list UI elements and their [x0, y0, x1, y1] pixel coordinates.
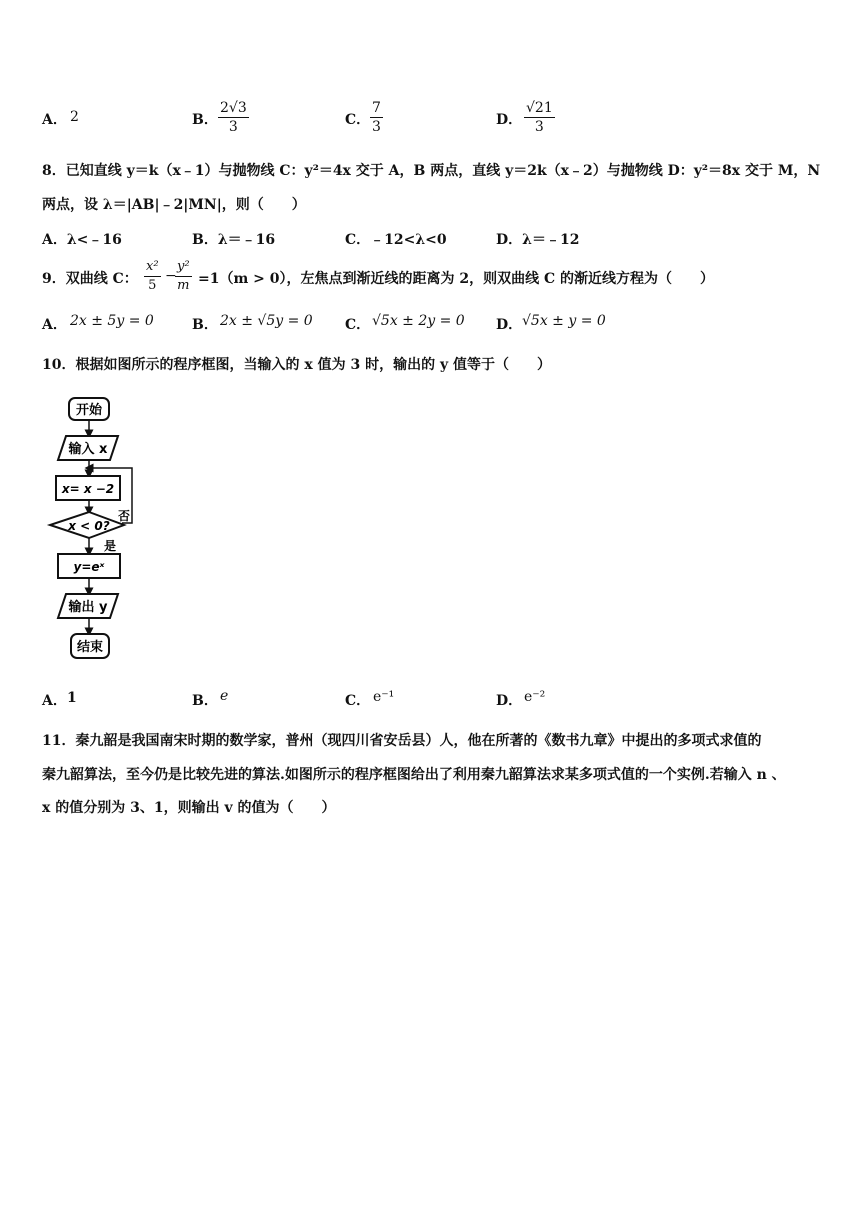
q7-option-d-denominator: 3: [534, 119, 544, 135]
q9-option-c: √5x ± 2y = 0: [372, 313, 465, 329]
q10-option-c: e⁻¹: [373, 689, 395, 705]
q7-option-d-fraction: [524, 99, 555, 136]
flow-input-text: 输入 x: [68, 442, 108, 457]
flow-assign-text: x= x −2: [61, 482, 115, 496]
q8-stem-line-2: 两点，设 λ＝|AB|﹣2|MN|，则（ ）: [42, 197, 306, 213]
q7-option-d-numerator: √21: [526, 100, 553, 116]
q11-stem-line-3: x 的值分别为 3、1，则输出 v 的值为（ ）: [42, 800, 336, 816]
q11-stem-line-2: 秦九韶算法，至今仍是比较先进的算法.如图所示的程序框图给出了利用秦九韶算法求某多项式值的一个实例.若输入 n 、: [42, 767, 786, 783]
q9-fraction-x-numerator: x²: [144, 258, 161, 277]
q9-option-d-label: D．: [496, 317, 523, 333]
q9-fraction-x-denominator: 5: [148, 278, 157, 293]
q9-fraction-y-denominator: m: [177, 278, 190, 293]
q8-option-b: B．λ＝﹣16: [192, 232, 276, 248]
q7-option-d-label: D．: [496, 112, 523, 128]
q9-option-d: √5x ± y = 0: [522, 313, 606, 329]
q9-option-a: 2x ± 5y = 0: [70, 313, 154, 329]
q9-fraction-y: [175, 258, 192, 295]
q9-option-b-label: B．: [192, 317, 218, 333]
q7-option-c-numerator: 7: [372, 100, 381, 116]
q10-option-b: e: [220, 688, 229, 704]
q9-option-c-label: C．: [345, 317, 371, 333]
q9-fraction-x: [144, 258, 161, 295]
q9-stem-rest: =1（m > 0），左焦点到渐近线的距离为 2，则双曲线 C 的渐近线方程为（ ）: [198, 271, 715, 287]
q10-option-a-label: A．: [42, 693, 67, 709]
q7-option-a-value: 2: [70, 109, 79, 125]
q10-option-d: e⁻²: [524, 689, 546, 705]
q9-option-b: 2x ± √5y = 0: [220, 313, 313, 329]
q10-option-b-label: B．: [192, 693, 218, 709]
q7-option-b-fraction: [218, 99, 249, 136]
q7-option-b-label: B．: [192, 112, 218, 128]
q9-minus: −: [165, 268, 177, 284]
flow-yes-label: 是: [104, 539, 117, 553]
q7-option-b-denominator: 3: [228, 119, 238, 135]
q10-option-a: 1: [67, 690, 77, 706]
q10-flowchart: [44, 394, 154, 670]
q8-option-c: C．﹣12<λ<0: [345, 232, 447, 248]
q10-option-c-label: C．: [345, 693, 371, 709]
flow-output-text: 输出 y: [68, 600, 108, 615]
flow-end-text: 结束: [76, 640, 104, 655]
q9-option-a-label: A．: [42, 317, 67, 333]
flow-no-label: 否: [118, 509, 131, 523]
q9-prefix: 9．双曲线 C：: [42, 271, 138, 287]
q8-option-d: D．λ＝﹣12: [496, 232, 580, 248]
q7-option-c-label: C．: [345, 112, 371, 128]
flow-decision-text: x < 0?: [68, 519, 110, 533]
flowchart-svg: [44, 394, 154, 666]
flow-calc-text: y=eˣ: [73, 560, 105, 574]
q9-fraction-y-numerator: y²: [175, 258, 192, 277]
q8-option-a: A．λ<﹣16: [42, 232, 122, 248]
q10-option-d-label: D．: [496, 693, 523, 709]
q8-stem-line-1: 8．已知直线 y＝k（x﹣1）与抛物线 C：y²＝4x 交于 A，B 两点，直线 y＝2k（x﹣2）与抛物线 D：y²＝8x 交于 M，N: [42, 163, 821, 179]
q10-stem: 10．根据如图所示的程序框图，当输入的 x 值为 3 时，输出的 y 值等于（ ）: [42, 357, 551, 373]
q7-option-c-denominator: 3: [372, 119, 381, 135]
flow-start-text: 开始: [75, 403, 103, 418]
q11-stem-line-1: 11．秦九韶是我国南宋时期的数学家，普州（现四川省安岳县）人，他在所著的《数书九章》中提出的多项式求值的: [42, 733, 762, 749]
q7-option-c-fraction: [370, 99, 383, 136]
q7-option-b-numerator: 2√3: [220, 100, 247, 116]
q7-option-a-label: A．: [42, 112, 67, 128]
